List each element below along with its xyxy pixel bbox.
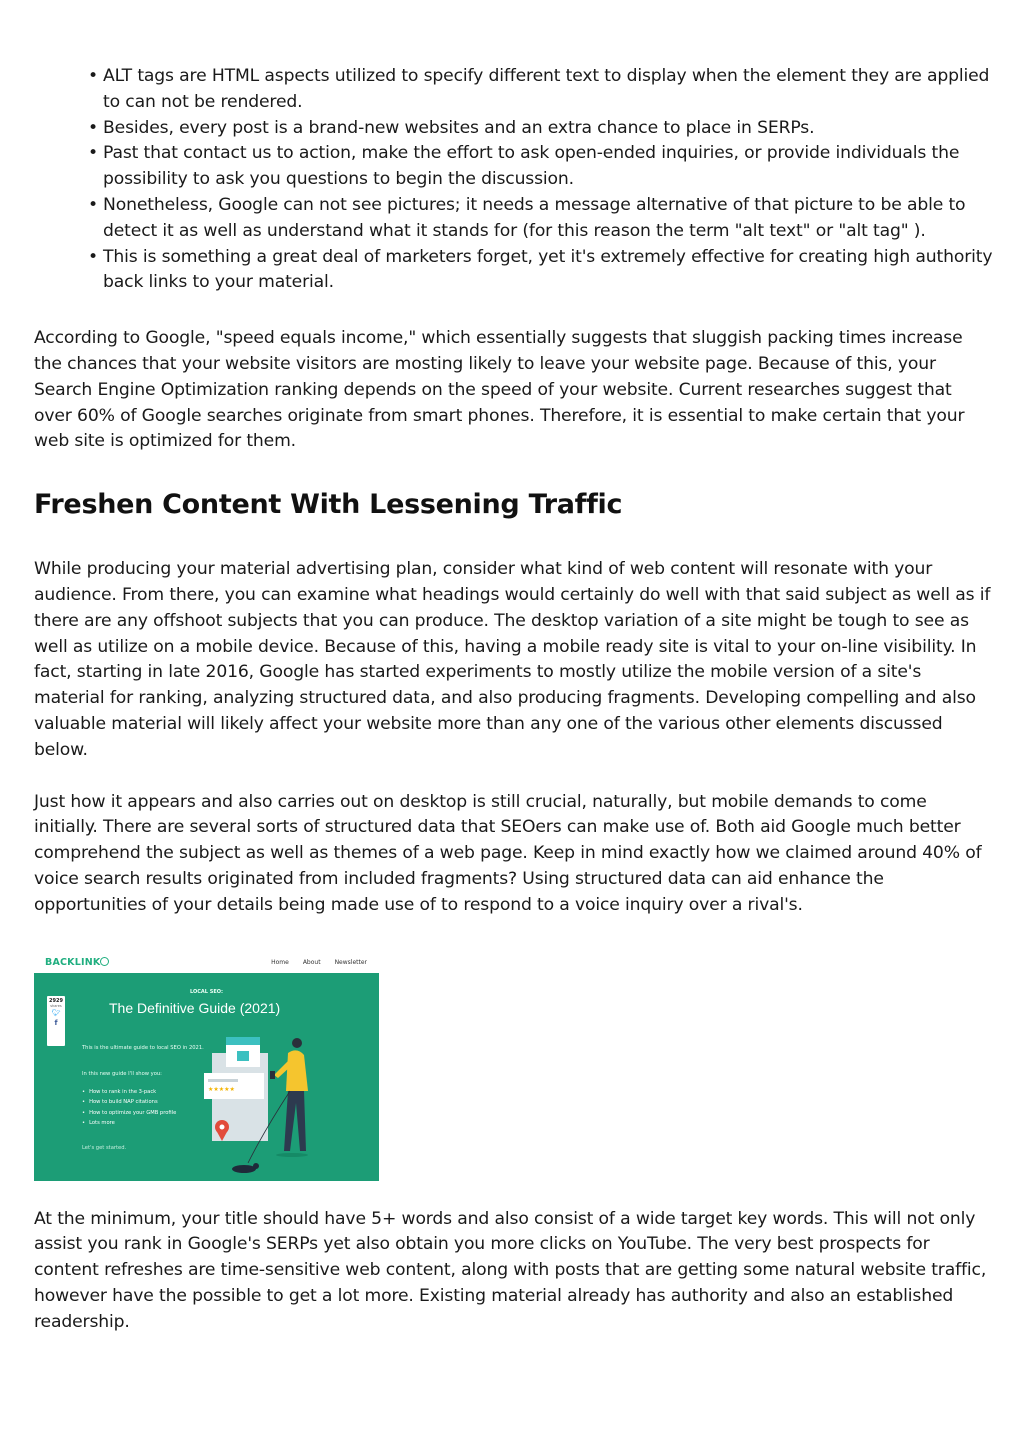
- nav-about: About: [302, 958, 321, 966]
- list-item: • This is something a great deal of marketers forget, yet it's extremely effective for creating high authority back links to your material.: [103, 245, 994, 297]
- paragraph-title-tips: At the minimum, your title should have 5+ words and also consist of a wide target key words. This will not only assist you rank in Google's SERPs yet also obtain you more clicks on YouTube. The very best prospects for content refreshes are time-sensitive web content, along with posts that are getting some natural website traffic, however have the possible to get a lot more. Existing material already has authority and also an established readership.: [34, 1208, 987, 1332]
- screenshot-header: [34, 953, 379, 973]
- guide-cta-text: Let's get started.: [82, 1144, 127, 1151]
- guide-intro: This is the ultimate guide to local SEO in 2021.: [82, 1044, 204, 1051]
- nav-newsletter: Newsletter: [334, 958, 367, 966]
- list-item: • How to rank in the 3-pack: [82, 1087, 176, 1098]
- brand-logo: BACKLINK: [45, 957, 109, 968]
- screenshot-hero: [34, 973, 379, 1181]
- paragraph-content-plan: While producing your material advertising plan, consider what kind of web content will resonate with your audience. From there, you can examine what headings would certainly do well with that said subject as well as if there are any offshoot subjects that you can produce. The desktop variation of a site might be tough to see as well as utilize on a mobile device. Because of this, having a mobile ready site is vital to your on-line visibility. In fact, starting in late 2016, Google has started experiments to mostly utilize the mobile version of a site's material for ranking, analyzing structured data, and also producing fragments. Developing compelling and also valuable material will likely affect your website more than any one of the various other elements discussed below.: [34, 559, 991, 760]
- dog-icon: [232, 1165, 256, 1173]
- star-rating-icon: ★★★★★: [208, 1085, 235, 1093]
- person-head: [292, 1038, 302, 1048]
- screenshot-nav: [271, 959, 367, 966]
- review-line: [208, 1079, 238, 1082]
- share-label: shares: [50, 1003, 62, 1008]
- logo-o-icon: [100, 957, 109, 966]
- paragraph-structured-data: Just how it appears and also carries out on desktop is still crucial, naturally, but mobile demands to come initially. There are several sorts of structured data that SEOers can make use of. Both aid Google much better comprehend the subject as well as themes of a web page. Keep in mind exactly how we claimed around 40% of voice search results originated from included fragments? Using structured data can aid enhance the opportunities of your details being made use of to respond to a voice inquiry over a rival's.: [34, 791, 982, 915]
- store-door: [237, 1051, 249, 1061]
- paragraph-speed: According to Google, "speed equals income," which essentially suggests that sluggish packing times increase the chances that your website visitors are mosting likely to leave your website page. Because of this, your Search Engine Optimization ranking depends on the speed of your website. Current researches suggest that over 60% of Google searches originate from smart phones. Therefore, it is essential to make certain that your web site is optimized for them.: [34, 328, 965, 452]
- person-legs: [284, 1091, 306, 1151]
- article-body: [34, 64, 994, 1336]
- store-awning: [226, 1037, 260, 1045]
- person-jacket: [286, 1050, 308, 1091]
- facebook-icon: f: [54, 1018, 58, 1027]
- phone-icon: [270, 1071, 275, 1079]
- embedded-screenshot: [34, 953, 379, 1181]
- ground-shadow: [276, 1153, 308, 1157]
- share-count: 2929: [49, 997, 63, 1004]
- list-item: • How to optimize your GMB profile: [82, 1108, 176, 1119]
- list-item: • How to build NAP citations: [82, 1097, 176, 1108]
- list-item: • Lots more: [82, 1118, 176, 1129]
- list-item: • Besides, every post is a brand-new websites and an extra chance to place in SERPs.: [103, 116, 994, 142]
- list-item: • Nonetheless, Google can not see pictures; it needs a message alternative of that picture to be able to detect it as well as understand what it stands for (for this reason the term "alt text" or "alt tag" ).: [103, 193, 994, 245]
- nav-home: Home: [271, 958, 289, 966]
- list-item: • Past that contact us to action, make the effort to ask open-ended inquiries, or provide individuals the possibility to ask you questions to begin the discussion.: [103, 141, 994, 193]
- bullet-list: [34, 64, 994, 296]
- map-pin-dot: [220, 1124, 225, 1129]
- twitter-icon: 🐦︎: [51, 1008, 61, 1017]
- local-seo-illustration: [204, 1031, 344, 1181]
- guide-list: [82, 1087, 176, 1129]
- section-heading: Freshen Content With Lessening Traffic: [34, 489, 623, 521]
- share-widget: [47, 996, 65, 1046]
- guide-title: The Definitive Guide (2021): [109, 999, 281, 1016]
- list-item: • ALT tags are HTML aspects utilized to specify different text to display when the element they are applied to can not be rendered.: [103, 64, 994, 116]
- dog-head: [253, 1163, 259, 1169]
- guide-intro-2: In this new guide I'll show you:: [82, 1070, 162, 1077]
- guide-eyebrow: LOCAL SEO:: [190, 988, 223, 995]
